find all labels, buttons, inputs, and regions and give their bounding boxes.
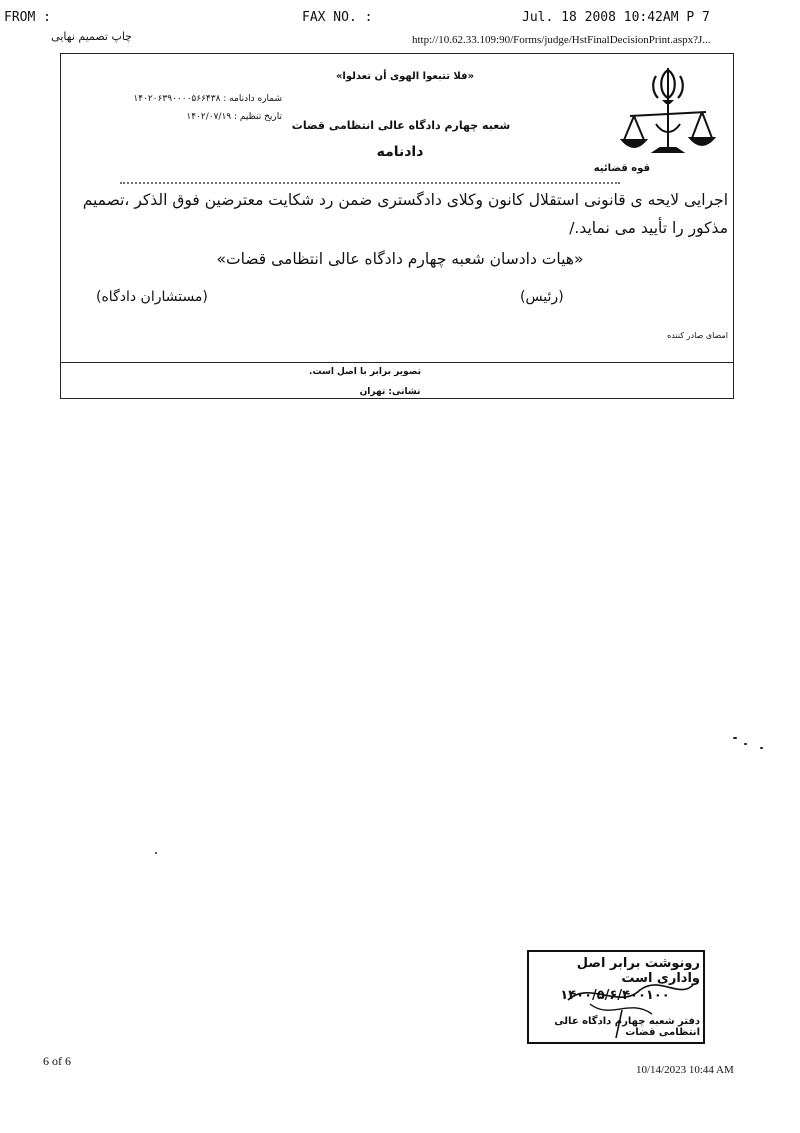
issue-date (168, 112, 282, 122)
fax-number-label: FAX NO. : (302, 10, 373, 25)
stamp-heading: رونوشت برابر اصل واداری است (576, 956, 700, 986)
stamp-office: دفتر شعبه چهارم دادگاه عالی انتظامی قضات (554, 1016, 700, 1038)
fax-datetime: Jul. 18 2008 10:42AM P 7 (522, 10, 710, 25)
print-page-title: چاپ تصمیم نهایی (51, 30, 132, 43)
court-panel-title: «هیات دادسان شعبه چهارم دادگاه عالی انتظامی قضات» (216, 250, 584, 268)
judiciary-emblem-icon (616, 64, 720, 164)
scan-speck (155, 852, 157, 854)
chair-signature-label: (رئیس) (520, 289, 564, 305)
document-title: دادنامه (376, 144, 424, 160)
issuer-signature-label: امضای صادر کننده (667, 331, 728, 340)
frame-divider (60, 362, 734, 363)
scan-speck (760, 747, 763, 749)
scan-speck (733, 737, 737, 739)
print-timestamp: 10/14/2023 10:44 AM (636, 1064, 734, 1076)
page-count: 6 of 6 (43, 1054, 71, 1068)
verdict-number-label: شماره دادنامه : (223, 94, 282, 104)
counsel-signature-label: (مستشاران دادگاه) (96, 289, 208, 305)
organization-name: قوه قضائیه (593, 163, 650, 174)
issue-date-value: ۱۴۰۲/۰۷/۱۹ (186, 112, 232, 122)
verdict-number-value: ۱۴۰۲۰۶۳۹۰۰۰۰۵۶۶۴۳۸ (133, 94, 221, 104)
address-line: نشانی: تهران (359, 387, 421, 397)
print-url: http://10.62.33.109:90/Forms/judge/HstFinalDecisionPrint.aspx?J... (412, 34, 711, 46)
decision-text: اجرایی لایحه ی قانونی استقلال کانون وکلای دادگستری ضمن رد شکایت معترضین فوق الذکر ،تصمیم مذکور را تأیید می نماید./ (82, 191, 728, 237)
copy-certification-note: تصویر برابر با اصل است. (309, 367, 421, 377)
signature-scribble-icon (560, 970, 700, 1040)
verdict-number (118, 94, 282, 104)
issue-date-label: تاریخ تنظیم : (234, 112, 282, 122)
scan-speck (744, 743, 747, 745)
court-branch-title: شعبه چهارم دادگاه عالی انتظامی قضات (291, 119, 511, 132)
fax-from-label: FROM : (4, 10, 51, 25)
stamp-reference: ۱۴۰۰/۵/۶/۴۰۰۱۰۰ (560, 988, 670, 1003)
header-verse: «فلا تتبعوا الهوی أن تعدلوا» (335, 71, 475, 82)
